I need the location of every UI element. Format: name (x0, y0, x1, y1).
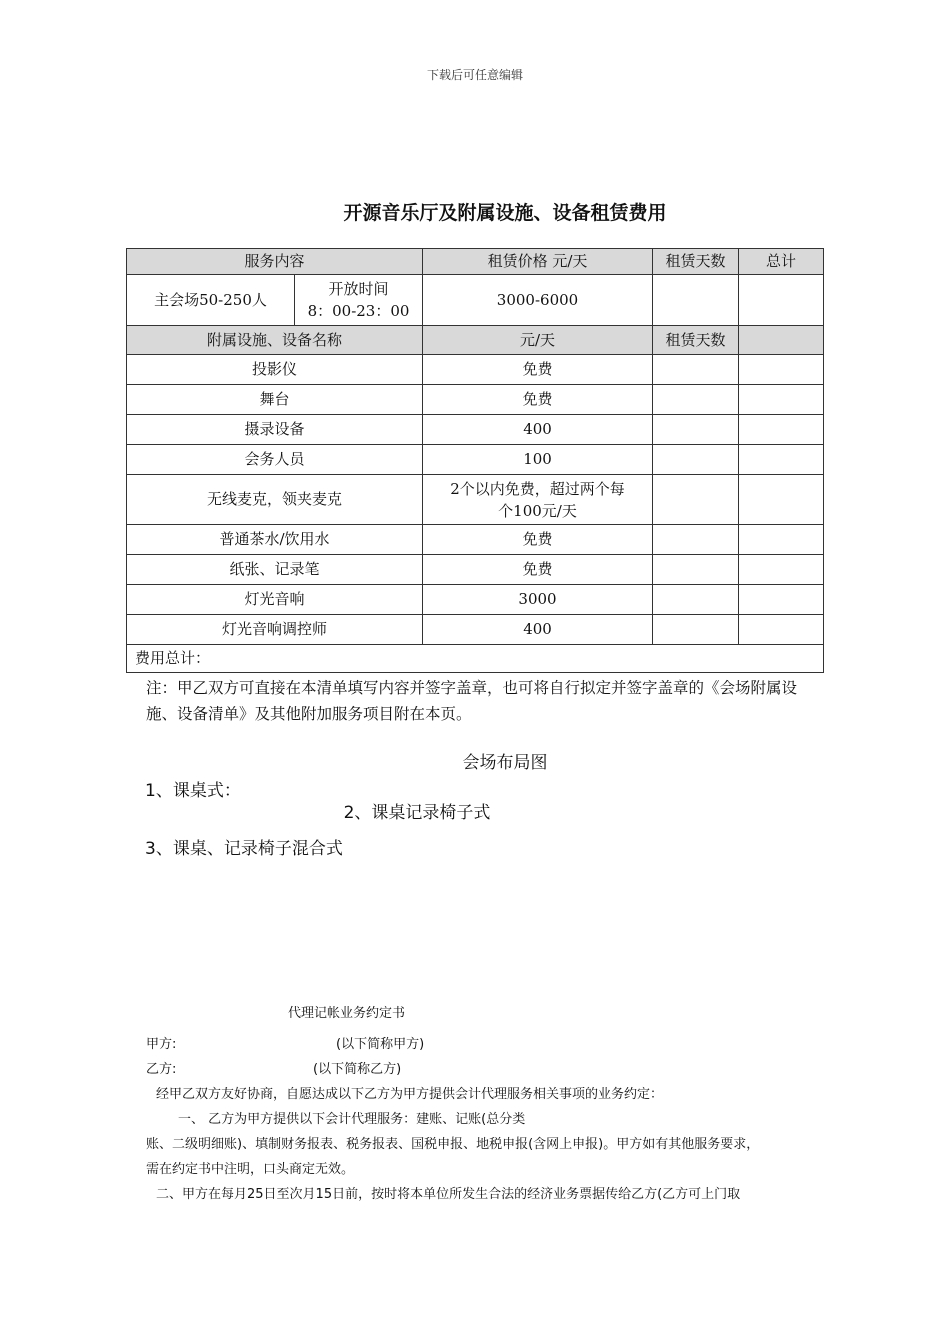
table-row (127, 555, 824, 585)
item-price: 400 (423, 615, 653, 645)
header-price: 租赁价格 元/天 (423, 249, 653, 275)
subheader-empty (739, 326, 824, 355)
table-row (127, 415, 824, 445)
item-name: 舞台 (127, 385, 423, 415)
main-venue-name: 主会场50-250人 (127, 275, 295, 326)
item-total[interactable] (739, 585, 824, 615)
item-days[interactable] (653, 585, 739, 615)
item-total[interactable] (739, 615, 824, 645)
opening-hours-label: 开放时间 (328, 280, 389, 298)
header-service: 服务内容 (127, 249, 423, 275)
table-note: 注：甲乙双方可直接在本清单填写内容并签字盖章，也可将自行拟定并签字盖章的《会场附属设施、设备清单》及其他附加服务项目附在本页。 (146, 679, 798, 723)
item-price: 免费 (423, 555, 653, 585)
agreement-paragraph: 账、二级明细账)、填制财务报表、税务报表、国税申报、地税申报(含网上申报)。甲方如有其他服务要求， (146, 1137, 760, 1152)
table-row (127, 445, 824, 475)
main-venue-total[interactable] (739, 275, 824, 326)
layout-title: 会场布局图 (462, 753, 548, 773)
layout-item-3: 3、课桌、记录椅子混合式 (145, 839, 343, 859)
agreement-title: 代理记帐业务约定书 (288, 1006, 406, 1021)
layout-item-2: 2、课桌记录椅子式 (343, 803, 491, 823)
subheader-unit: 元/天 (423, 326, 653, 355)
item-total[interactable] (739, 525, 824, 555)
table-row (127, 585, 824, 615)
item-price: 400 (423, 415, 653, 445)
item-total[interactable] (739, 445, 824, 475)
party-a-note: (以下简称甲方) (336, 1037, 425, 1052)
opening-hours-cell (295, 275, 423, 326)
main-venue-price: 3000-6000 (423, 275, 653, 326)
item-name: 灯光音响 (127, 585, 423, 615)
table-row (127, 355, 824, 385)
item-total[interactable] (739, 415, 824, 445)
item-price: 免费 (423, 385, 653, 415)
item-price (423, 475, 653, 525)
item-name: 纸张、记录笔 (127, 555, 423, 585)
item-name: 投影仪 (127, 355, 423, 385)
table-row (127, 525, 824, 555)
main-venue-row (127, 275, 824, 326)
party-b-note: (以下简称乙方) (313, 1062, 402, 1077)
table-row (127, 475, 824, 525)
subheader-name: 附属设施、设备名称 (127, 326, 423, 355)
subheader-days: 租赁天数 (653, 326, 739, 355)
agreement-paragraph: 需在约定书中注明，口头商定无效。 (146, 1162, 355, 1177)
document-title: 开源音乐厅及附属设施、设备租赁费用 (343, 202, 667, 224)
opening-hours-value: 8：00-23：00 (307, 302, 410, 320)
table-subheader-row (127, 326, 824, 355)
agreement-paragraph: 经甲乙双方友好协商，自愿达成以下乙方为甲方提供会计代理服务相关事项的业务约定： (156, 1087, 664, 1102)
main-venue-days[interactable] (653, 275, 739, 326)
header-note: 下载后可任意编辑 (426, 68, 523, 82)
item-days[interactable] (653, 445, 739, 475)
item-price: 免费 (423, 525, 653, 555)
item-total[interactable] (739, 355, 824, 385)
item-days[interactable] (653, 475, 739, 525)
item-price: 100 (423, 445, 653, 475)
item-total[interactable] (739, 555, 824, 585)
item-days[interactable] (653, 355, 739, 385)
item-days[interactable] (653, 525, 739, 555)
total-row (127, 645, 824, 673)
item-name: 普通茶水/饮用水 (127, 525, 423, 555)
rental-fee-table (126, 248, 824, 673)
item-total[interactable] (739, 475, 824, 525)
table-row (127, 615, 824, 645)
header-total: 总计 (739, 249, 824, 275)
header-days: 租赁天数 (653, 249, 739, 275)
party-b-label: 乙方: (146, 1062, 177, 1077)
item-name: 无线麦克，领夹麦克 (127, 475, 423, 525)
item-total[interactable] (739, 385, 824, 415)
item-price-line: 2个以内免费，超过两个每 (450, 479, 625, 498)
item-name: 会务人员 (127, 445, 423, 475)
item-name: 摄录设备 (127, 415, 423, 445)
item-price: 免费 (423, 355, 653, 385)
item-days[interactable] (653, 385, 739, 415)
layout-item-1: 1、课桌式： (145, 781, 241, 801)
agreement-paragraph: 二、甲方在每月25日至次月15日前，按时将本单位所发生合法的经济业务票据传给乙方(乙方可上门取 (156, 1187, 741, 1202)
party-a-label: 甲方: (146, 1037, 177, 1052)
table-header-row (127, 249, 824, 275)
item-price-line: 个100元/天 (498, 501, 577, 520)
agreement-paragraph: 一、 乙方为甲方提供以下会计代理服务：建账、记账(总分类 (178, 1112, 526, 1127)
table-row (127, 385, 824, 415)
total-label[interactable]: 费用总计： (127, 645, 824, 673)
item-days[interactable] (653, 415, 739, 445)
item-price: 3000 (423, 585, 653, 615)
item-days[interactable] (653, 615, 739, 645)
item-days[interactable] (653, 555, 739, 585)
item-name: 灯光音响调控师 (127, 615, 423, 645)
